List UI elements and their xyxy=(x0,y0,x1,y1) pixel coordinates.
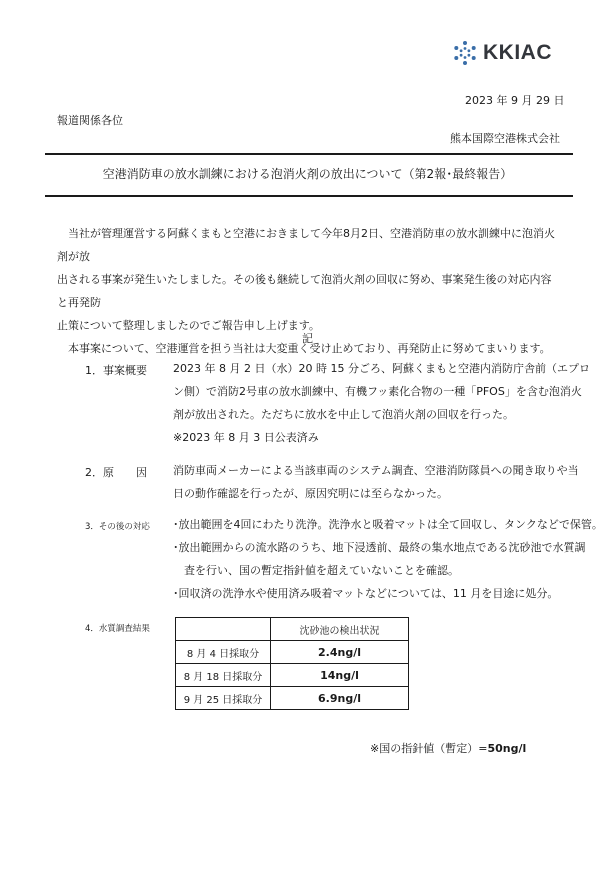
section-line: ･放出範囲からの流水路のうち、地下浸透前、最終の集水地点である沈砂池で水質調 xyxy=(173,541,586,554)
section-body xyxy=(173,513,603,605)
issue-date: 2023 年 9 月 29 日 xyxy=(465,94,565,107)
guideline-note-label: ※国の指針値（暫定）= xyxy=(370,742,488,755)
section-line: 消防車両メーカーによる当該車両のシステム調査、空港消防隊員への聞き取りや当 xyxy=(173,464,579,477)
section-label: 3．その後の対応 xyxy=(85,522,150,532)
section-line: ン側）で消防2号車の放水訓練中、有機フッ素化合物の一種「PFOS」を含む泡消火 xyxy=(173,385,582,398)
company-name: 熊本国際空港株式会社 xyxy=(450,132,560,145)
table-row xyxy=(176,687,409,710)
recipient: 報道関係各位 xyxy=(57,114,123,127)
section-line: 査を行い、国の暫定指針値を超えていないことを確認。 xyxy=(173,564,459,577)
sample-date-cell: 8 月 18 日採取分 xyxy=(176,664,271,687)
intro-line: 出される事案が発生いたしました。その後も継続して泡消火剤の回収に努め、事案発生後の対応内容と再発防 xyxy=(57,273,552,309)
section-line: 2023 年 8 月 2 日（水）20 時 15 分ごろ、阿蘇くまもと空港内消防庁舎前（エプロ xyxy=(173,362,590,375)
table-row xyxy=(176,641,409,664)
intro-line: 止策について整理しましたのでご報告申し上げます。 xyxy=(57,319,320,332)
table-row xyxy=(176,664,409,687)
ki-marker: 記 xyxy=(302,332,313,345)
guideline-note-value: 50ng/l xyxy=(487,742,527,755)
document-title: 空港消防車の放水訓練における泡消火剤の放出について（第2報･最終報告） xyxy=(102,167,513,181)
section-body xyxy=(173,459,579,505)
water-quality-table xyxy=(175,617,409,710)
guideline-note xyxy=(370,740,526,756)
title-rule-top xyxy=(45,153,573,155)
snowflake-mark-icon xyxy=(452,40,478,66)
section-body xyxy=(173,357,590,449)
section-line: ･回収済の洗浄水や使用済み吸着マットなどについては、11 月を目途に処分。 xyxy=(173,587,559,600)
logo-text: KKIAC xyxy=(483,41,552,64)
section-line: 日の動作確認を行ったが、原因究明には至らなかった。 xyxy=(173,487,448,500)
table-header-cell: 沈砂池の検出状況 xyxy=(271,618,409,641)
section-label: 2．原 因 xyxy=(85,466,147,479)
measurement-cell: 14ng/l xyxy=(271,664,409,687)
sample-date-cell: 8 月 4 日採取分 xyxy=(176,641,271,664)
section-label: 4．水質調査結果 xyxy=(85,624,150,634)
measurement-cell: 6.9ng/l xyxy=(271,687,409,710)
title-rule-bottom xyxy=(45,195,573,197)
company-logo xyxy=(452,40,552,66)
intro-line: 本事案について、空港運営を担う当社は大変重く受け止めており、再発防止に努めてまいります。 xyxy=(57,342,551,355)
section-line: 剤が放出された。ただちに放水を中止して泡消火剤の回収を行った。 xyxy=(173,408,514,421)
table-header-row xyxy=(176,618,409,641)
measurement-cell: 2.4ng/l xyxy=(271,641,409,664)
intro-line: 当社が管理運営する阿蘇くまもと空港におきまして今年8月2日、空港消防車の放水訓練中に泡消火剤が放 xyxy=(57,227,555,263)
section-label: 1．事案概要 xyxy=(85,364,147,377)
sample-date-cell: 9 月 25 日採取分 xyxy=(176,687,271,710)
table-header-cell xyxy=(176,618,271,641)
section-line: ･放出範囲を4回にわたり洗浄。洗浄水と吸着マットは全て回収し、タンクなどで保管。 xyxy=(173,518,603,531)
section-line: ※2023 年 8 月 3 日公表済み xyxy=(173,431,319,444)
